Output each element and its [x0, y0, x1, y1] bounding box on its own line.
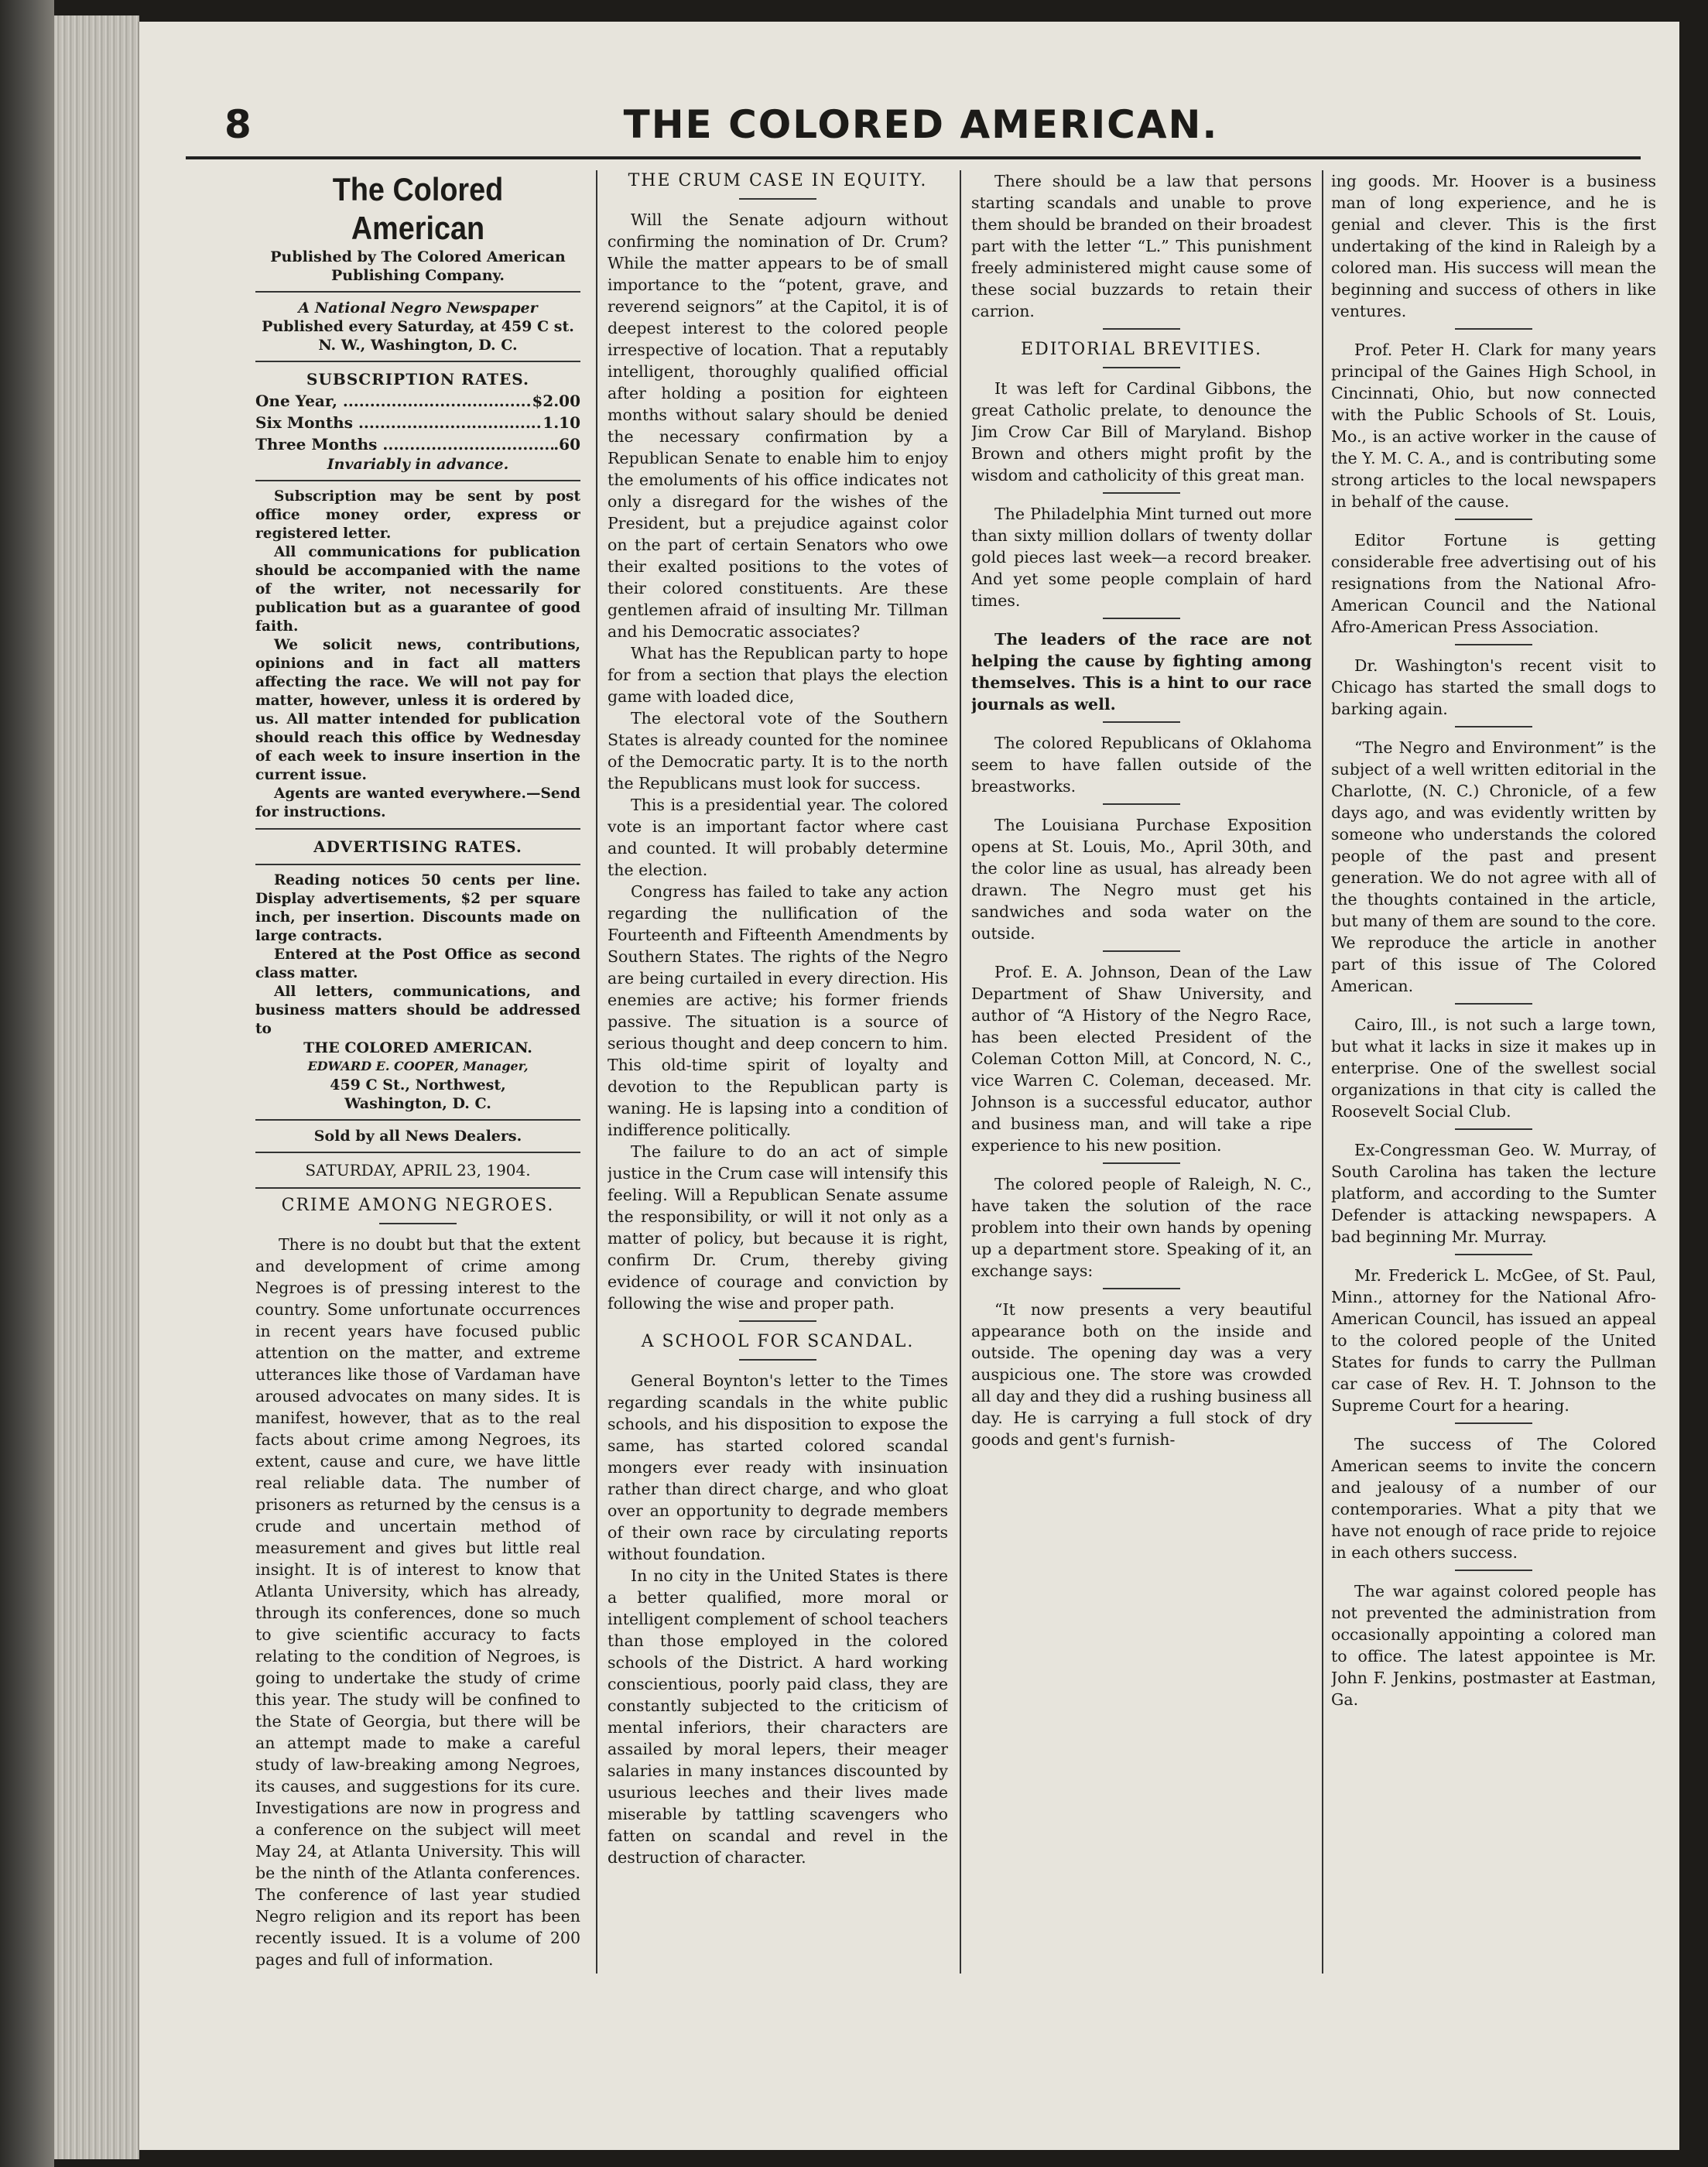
title-rule	[1103, 367, 1180, 368]
box-divider	[255, 1119, 580, 1121]
info-box-title: The Colored American	[332, 171, 504, 246]
title-rule	[379, 1223, 457, 1224]
invariably-note: Invariably in advance.	[327, 456, 509, 473]
brevity-item: Dr. Washington's recent visit to Chicago has started the small dogs to barking again.	[1331, 656, 1656, 718]
rate-value: $2.00	[532, 392, 580, 410]
brevity-item: The success of The Colored American seems to invite the concern and jealousy of a number of our contemporaries. What a pity that we have not enough of race pride to rejoice in each others success.	[1331, 1435, 1656, 1562]
item-rule	[1455, 1422, 1532, 1424]
article-paragraph: Will the Senate adjourn without confirming the nomination of Dr. Crum? While the matter appears to be of small importance to the “potent, grave, and reverend seignors” at the Capitol, it is of deepest interest to the colored people irrespective of location. That a reputably intelligent, thoroughly qualified official after holding a position for eighteen months without salary should be denied the necessary confirmation by a Republican Senate to enable him to enjoy the emoluments of his office indicates not only a disregard for the wishes of the President, but a prejudice against color on the part of certain Senators who owe their exalted positions to the votes of their colored constituents. Are these gentlemen afraid of insulting Mr. Tillman and his Democratic associates?	[608, 211, 948, 641]
box-divider	[255, 1187, 580, 1189]
advertising-heading: ADVERTISING RATES.	[313, 837, 522, 856]
advertising-paragraph: Reading notices 50 cents per line. Display advertisements, $2 per square inch, per insertion. Discounts made on large contracts.	[255, 872, 580, 944]
rate-label: Three Months .....	[255, 433, 553, 455]
page-number: 8	[224, 102, 252, 147]
subscription-heading: SUBSCRIPTION RATES.	[306, 370, 529, 389]
rate-row	[255, 433, 580, 455]
rates-list	[255, 390, 580, 455]
address-street: 459 C St., Northwest,	[330, 1077, 506, 1094]
brevity-item: Editor Fortune is getting considerable free advertising out of his resignations from the National Afro-American Council and the National Afro-American Press Association.	[1331, 531, 1656, 636]
item-rule	[1455, 1570, 1532, 1571]
brevity-item: Ex-Congressman Geo. W. Murray, of South Carolina has taken the lecture platform, and according to the Sumter Defender is attacking newspapers. A bad beginning Mr. Murray.	[1331, 1141, 1656, 1246]
newspaper-page	[138, 22, 1679, 2150]
brevities-title: EDITORIAL BREVITIES.	[1021, 340, 1262, 359]
rate-row	[255, 412, 580, 433]
scandal-article-part-1	[608, 1370, 948, 1868]
title-rule	[739, 1359, 816, 1361]
item-rule	[1103, 492, 1180, 494]
crum-title: THE CRUM CASE IN EQUITY.	[628, 171, 928, 190]
column-4	[1331, 170, 1656, 1974]
section-rule	[739, 1320, 816, 1322]
brevities-part-1	[971, 378, 1312, 1450]
address-city: Washington, D. C.	[344, 1095, 491, 1112]
title-rule	[739, 198, 816, 200]
item-rule	[1103, 618, 1180, 619]
address-name: THE COLORED AMERICAN.	[303, 1039, 532, 1056]
item-rule	[1103, 950, 1180, 952]
column-2	[608, 170, 948, 1974]
article-paragraph: There should be a law that persons starting scandals and unable to prove them should be branded on their broadest part with the letter “L.” This punishment freely administered might cause some of these social buzzards to retain their carrion.	[971, 172, 1312, 320]
article-paragraph: General Boynton's letter to the Times regarding scandals in the white public schools, and his disposition to expose the same, has started colored scandal mongers ever ready with insinuation rather than direct charge, and who gloat over an opportunity to degrade members of their own race by circulating reports without foundation.	[608, 1371, 948, 1563]
manager: EDWARD E. COOPER, Manager,	[307, 1059, 529, 1073]
box-divider	[255, 828, 580, 830]
item-rule	[1455, 519, 1532, 520]
crime-title: CRIME AMONG NEGROES.	[281, 1196, 555, 1215]
item-rule	[1455, 644, 1532, 645]
item-rule	[1455, 1254, 1532, 1255]
item-rule	[1103, 721, 1180, 723]
article-paragraph: There is no doubt but that the extent and development of crime among Negroes is of pressing interest to the country. Some unfortunate occurrences in recent years have focused public attention on the matter, and extreme utterances like those of Vardaman have aroused advocates on many sides. It is manifest, however, that as to the real facts about crime among Negroes, its extent, cause and cure, we have little real reliable data. The number of prisoners as returned by the census is a crude and uncertain method of measurement and gives but little real insight. It is of interest to know that Atlanta University, which has already, through its conferences, done so much to give scientific accuracy to facts relating to the condition of Negroes, is going to undertake the study of crime this year. The study will be confined to the State of Georgia, but there will be an attempt made to make a careful study of law-breaking among Negroes, its causes, and suggestions for its cure. Investigations are now in progress and a conference on the subject will meet May 24, at Atlanta University. This will be the ninth of the Atlanta conferences. The conference of last year studied Negro religion and its report has been recently issued. It is a volume of 200 pages and full of information.	[255, 1235, 580, 1969]
brevity-item: “It now presents a very beautiful appearance both on the inside and outside. The opening day was a very auspicious one. The store was crowded all day and they did a rushing business all day. He is carrying a full stock of dry goods and gent's furnish-	[971, 1300, 1312, 1449]
notice-paragraph: Subscription may be sent by post office money order, express or registered letter.	[255, 488, 580, 542]
notice-paragraph: Agents are wanted everywhere.—Send for instructions.	[255, 786, 580, 820]
item-rule	[1455, 726, 1532, 727]
rate-row	[255, 390, 580, 412]
box-divider	[255, 361, 580, 362]
column-3	[971, 170, 1312, 1974]
notice-paragraph: We solicit news, contributions, opinions and in fact all matters affecting the race. We will not pay for matter, however, unless it is ordered by us. All matter intended for publication should reach this office by Wednesday of each week to insure insertion in the current issue.	[255, 637, 580, 783]
item-rule	[1103, 1162, 1180, 1164]
advertising-paragraph: Entered at the Post Office as second class matter.	[255, 947, 580, 981]
notice-paragraph: All communications for publication should be accompanied with the name of the writer, not necessarily for publication but as a guarantee of good faith.	[255, 544, 580, 635]
brevity-item: The Philadelphia Mint turned out more than sixty million dollars of twenty dollar gold pieces last week—a record breaker. And yet some people complain of hard times.	[971, 505, 1312, 610]
brevity-item: Cairo, Ill., is not such a large town, but what it lacks in size it makes up in enterprise. One of the swellest social organizations in that city is called the Roosevelt Social Club.	[1331, 1015, 1656, 1121]
column-rule-2	[960, 170, 961, 1974]
box-divider	[255, 864, 580, 865]
rate-label: Six Months .....	[255, 412, 543, 433]
article-paragraph: What has the Republican party to hope for from a section that plays the election game with loaded dice,	[608, 644, 948, 706]
published-every: Published every Saturday, at 459 C st. N. W., Washington, D. C.	[262, 318, 574, 354]
section-rule	[1103, 328, 1180, 330]
article-paragraph: This is a presidential year. The colored vote is an important factor where cast and counted. It will probably determine the election.	[608, 796, 948, 879]
article-paragraph: Congress has failed to take any action regarding the nullification of the Fourteenth and Fifteenth Amendments by Southern States. The rights of the Negro are being curtailed in every direction. His enemies are active; his former friends passive. The situation is a source of serious thought and deep concern to him. This old-time spirit of loyalty and devotion to the Republican party is waning. He is lapsing into a condition of indifference politically.	[608, 882, 948, 1139]
brevity-item: The war against colored people has not prevented the administration from occasionally appointing a colored man to office. The latest appointee is Mr. John F. Jenkins, postmaster at Eastman, Ga.	[1331, 1582, 1656, 1709]
column-rule-3	[1322, 170, 1323, 1974]
box-divider	[255, 1152, 580, 1153]
brevity-item: The colored Republicans of Oklahoma seem to have fallen outside of the breastworks.	[971, 734, 1312, 796]
item-rule	[1455, 328, 1532, 330]
rate-label: One Year, .....	[255, 390, 532, 412]
advertising-notes	[255, 871, 580, 1039]
brevity-item: Prof. E. A. Johnson, Dean of the Law Department of Shaw University, and author of “A History of the Negro Race, has been elected President of the Coleman Cotton Mill, at Concord, N. C., vice Warren C. Coleman, deceased. Mr. Johnson is a successful educator, author and business man, and will take a ripe experience to his new position.	[971, 963, 1312, 1155]
item-rule	[1103, 803, 1180, 805]
tagline: A National Negro Newspaper	[298, 300, 538, 317]
issue-date: SATURDAY, APRIL 23, 1904.	[305, 1161, 531, 1179]
item-rule	[1103, 1288, 1180, 1289]
item-rule	[1455, 1128, 1532, 1130]
notices	[255, 488, 580, 822]
brevity-item: Mr. Frederick L. McGee, of St. Paul, Minn., attorney for the National Afro-American Council, has issued an appeal to the colored people of the United States for funds to carry the Pullman car case of Rev. H. T. Johnson to the Supreme Court for a hearing.	[1331, 1266, 1656, 1415]
crime-article	[255, 1234, 580, 1970]
book-spine	[0, 0, 54, 2167]
column-1	[255, 170, 580, 1974]
page-stack-edge	[54, 15, 139, 2159]
scandal-article-part-2	[971, 170, 1312, 322]
box-divider	[255, 291, 580, 293]
article-paragraph: In no city in the United States is there a better qualified, more moral or intelligent complement of school teachers than those employed in the colored schools of the District. A hard working conscientious, poorly paid class, they are constantly subjected to the criticism of mental inferiors, their characters are assailed by moral lepers, their meager salaries in many instances discounted by usurious leeches and their lives made miserable by tattling scavengers who fatten on scandal and revel in the destruction of character.	[608, 1566, 948, 1867]
scandal-title: A SCHOOL FOR SCANDAL.	[641, 1332, 915, 1351]
masthead: THE COLORED AMERICAN.	[623, 102, 1219, 147]
brevity-item: The Louisiana Purchase Exposition opens at St. Louis, Mo., April 30th, and the color line as usual, has already been drawn. The Negro must get his sandwiches and soda water on the outside.	[971, 816, 1312, 943]
brevity-item: Prof. Peter H. Clark for many years principal of the Gaines High School, in Cincinnati, Ohio, but now connected with the Public Schools of St. Louis, Mo., is an active worker in the cause of the Y. M. C. A., and is contributing some strong articles to the local newspapers in behalf of the cause.	[1331, 341, 1656, 511]
brevities-part-2	[1331, 170, 1656, 1710]
page-header	[186, 71, 1641, 159]
brevity-item: “The Negro and Environment” is the subject of a well written editorial in the Charlotte, (N. C.) Chronicle, of a few days ago, and was evidently written by someone who understands the colored people of the past and present generation. We do not agree with all of the thoughts contained in the article, but many of them are sound to the core. We reproduce the article in another part of this issue of The Colored American.	[1331, 738, 1656, 995]
crum-article	[608, 209, 948, 1314]
item-rule	[1455, 1003, 1532, 1005]
article-paragraph: The electoral vote of the Southern States is already counted for the nominee of the Democratic party. It is to the north the Republicans must look for success.	[608, 709, 948, 793]
article-paragraph: The failure to do an act of simple justice in the Crum case will intensify this feeling. Will a Republican Senate assume the responsibility, or will it not only as a matter of policy, but because it is right, confirm Dr. Crum, thereby giving evidence of courage and conviction by following the wise and proper path.	[608, 1142, 948, 1313]
advertising-paragraph: All letters, communications, and business matters should be addressed to	[255, 984, 580, 1037]
box-divider	[255, 480, 580, 481]
brevity-item: ing goods. Mr. Hoover is a business man of long experience, and he is genial and clever. This is the first undertaking of the kind in Raleigh by a colored man. His success will mean the beginning and success of others in like ventures.	[1331, 172, 1656, 320]
column-rule-1	[596, 170, 597, 1974]
rate-value: 1.10	[543, 413, 580, 432]
sold-by: Sold by all News Dealers.	[313, 1128, 522, 1145]
rate-value: .60	[553, 435, 580, 454]
brevity-item: It was left for Cardinal Gibbons, the great Catholic prelate, to denounce the Jim Crow Car Bill of Maryland. Bishop Brown and others might profit by the wisdom and catholicity of this great man.	[971, 379, 1312, 484]
published-by: Published by The Colored American Publishing Company.	[270, 248, 566, 284]
brevity-item: The colored people of Raleigh, N. C., have taken the solution of the race problem into their own hands by opening up a department store. Speaking of it, an exchange says:	[971, 1175, 1312, 1280]
brevity-item: The leaders of the race are not helping the cause by fighting among themselves. This is a hint to our race journals as well.	[971, 630, 1312, 714]
